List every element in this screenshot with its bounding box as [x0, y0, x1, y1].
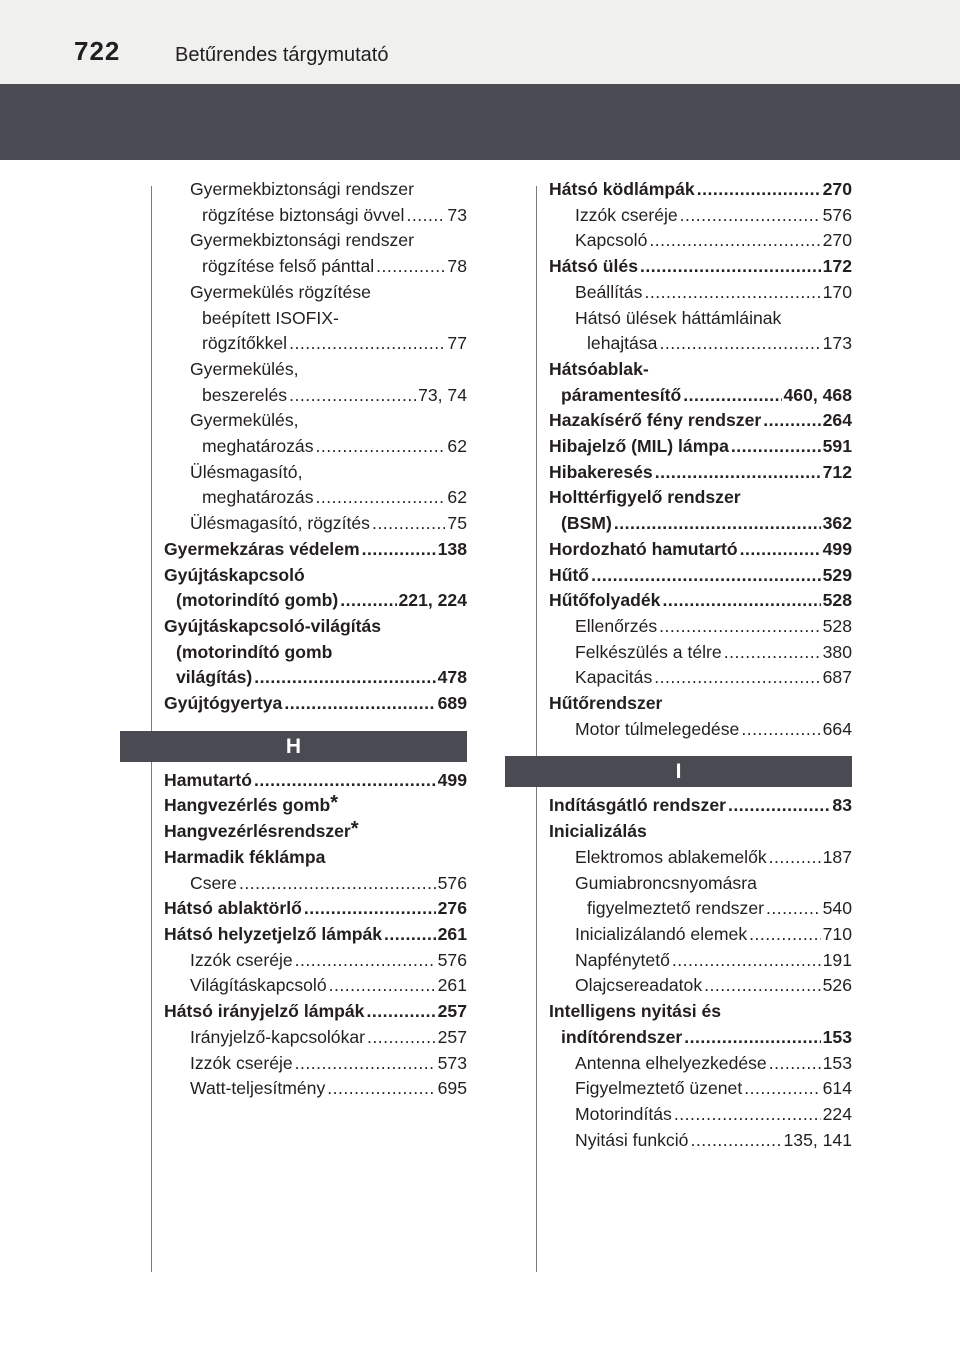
index-entry [549, 280, 852, 306]
entry-term: Hangvezérlésrendszer [164, 821, 351, 842]
index-entry [164, 357, 467, 383]
dot-leader [684, 1025, 820, 1051]
index-entry [549, 203, 852, 229]
index-entry [549, 665, 852, 691]
index-entry [164, 177, 467, 203]
index-entry [164, 485, 467, 511]
entry-page-ref: 257 [437, 1026, 467, 1047]
dot-leader [662, 588, 820, 614]
index-entry [164, 999, 467, 1025]
index-entry [164, 511, 467, 537]
entry-term: Hazakísérő fény rendszer [549, 410, 762, 431]
index-entry: Hangvezérlés gomb * [164, 793, 467, 819]
dot-leader [644, 280, 820, 306]
dot-leader [591, 563, 821, 589]
entry-page-ref: 224 [822, 1103, 852, 1124]
entry-term: meghatározás [202, 436, 314, 457]
index-entry [164, 768, 467, 794]
header-strip [0, 0, 960, 84]
index-entry [549, 1051, 852, 1077]
entry-term: Gyermekülés, [190, 410, 299, 431]
entry-term: Hátsó ülések háttámláinak [575, 307, 782, 328]
entry-page-ref: 135, 141 [783, 1129, 852, 1150]
entry-list-right-2 [549, 793, 852, 1153]
index-entry [549, 331, 852, 357]
page-number: 722 [74, 36, 121, 66]
entry-page-ref: 478 [437, 667, 467, 688]
index-column-left [164, 177, 467, 1102]
dot-leader [649, 228, 820, 254]
entry-page-ref: 73 [447, 204, 467, 225]
entry-term: Hangvezérlés gomb [164, 795, 331, 816]
entry-term: Kapacitás [575, 667, 653, 688]
entry-term: Inicializálás [549, 821, 647, 842]
index-entry [164, 948, 467, 974]
dot-leader [741, 717, 820, 743]
column-rule-left [151, 186, 152, 1272]
dot-leader [680, 203, 821, 229]
dot-leader [769, 845, 821, 871]
entry-term: rögzítése biztonsági övvel [202, 204, 405, 225]
dot-leader [744, 1076, 820, 1102]
dot-leader [728, 793, 830, 819]
entry-page-ref: 73, 74 [418, 384, 467, 405]
index-entry [549, 717, 852, 743]
entry-page-ref: 62 [447, 487, 467, 508]
entry-page-ref: 172 [822, 256, 852, 277]
entry-term: Ülésmagasító, [190, 461, 303, 482]
entry-page-ref: 191 [822, 949, 852, 970]
entry-term: Gyermekülés rögzítése [190, 281, 371, 302]
dot-leader [372, 511, 445, 537]
entry-page-ref: 270 [822, 179, 852, 199]
index-entry [549, 973, 852, 999]
entry-page-ref: 576 [437, 872, 467, 893]
entry-term: Izzók cseréje [190, 949, 293, 970]
entry-page-ref: 362 [822, 513, 852, 534]
dot-leader [659, 614, 820, 640]
dot-leader [239, 871, 436, 897]
dot-leader [614, 511, 821, 537]
dot-leader [367, 1025, 436, 1051]
entry-term: Gyermekbiztonsági rendszer [190, 179, 414, 199]
dot-leader [289, 383, 416, 409]
entry-list-right-1 [549, 177, 852, 742]
index-entry [549, 614, 852, 640]
index-entry [164, 563, 467, 589]
index-entry [164, 203, 467, 229]
index-entry [549, 691, 852, 717]
index-entry [549, 306, 852, 332]
entry-term: rögzítése felső pánttal [202, 256, 375, 277]
dot-leader [289, 331, 445, 357]
entry-page-ref: 138 [437, 538, 467, 559]
entry-term: Gyújtáskapcsoló [164, 564, 305, 585]
index-entry [164, 691, 467, 717]
entry-term: meghatározás [202, 487, 314, 508]
entry-term: Gyermekbiztonsági rendszer [190, 230, 414, 251]
entry-page-ref: 83 [832, 795, 852, 816]
index-entry [549, 563, 852, 589]
entry-term: Gyújtógyertya [164, 693, 283, 714]
entry-term: Figyelmeztető üzenet [575, 1078, 743, 1099]
entry-term: Csere [190, 872, 237, 893]
dot-leader [749, 922, 821, 948]
entry-list-left-2 [164, 768, 467, 1102]
entry-term: Kapcsoló [575, 230, 648, 251]
entry-term: (motorindító gomb [176, 641, 333, 662]
dot-leader [672, 948, 821, 974]
entry-term: Hátsóablak- [549, 358, 649, 379]
entry-page-ref: 573 [437, 1052, 467, 1073]
dot-leader [763, 408, 820, 434]
entry-term: Nyitási funkció [575, 1129, 689, 1150]
dot-leader [683, 383, 781, 409]
entry-term: páramentesítő [561, 384, 682, 405]
entry-term: Hordozható hamutartó [549, 538, 738, 559]
entry-page-ref: 276 [437, 898, 467, 919]
dot-leader [316, 434, 446, 460]
entry-term: Olajcsereadatok [575, 975, 703, 996]
letter-heading-i: I [505, 756, 852, 787]
entry-term: Antenna elhelyezkedése [575, 1052, 767, 1073]
index-entry [164, 306, 467, 332]
entry-term: Holttérfigyelő rendszer [549, 487, 741, 508]
index-entry [164, 871, 467, 897]
entry-page-ref: 499 [822, 538, 852, 559]
dot-leader [659, 331, 820, 357]
dot-leader [655, 460, 821, 486]
index-entry [549, 485, 852, 511]
entry-term: Hátsó ülés [549, 256, 638, 277]
index-entry [164, 665, 467, 691]
entry-term: (BSM) [561, 513, 612, 534]
entry-term: Ellenőrzés [575, 615, 658, 636]
index-entry [549, 948, 852, 974]
entry-term: Hamutartó [164, 769, 252, 790]
entry-page-ref: 689 [437, 693, 467, 714]
dot-leader [640, 254, 821, 280]
index-entry [549, 1076, 852, 1102]
entry-term: Indításgátló rendszer [549, 795, 726, 816]
entry-term: Gumiabroncsnyomásra [575, 872, 757, 893]
entry-term: Irányjelző-kapcsolókar [190, 1026, 366, 1047]
entry-page-ref: 499 [437, 769, 467, 790]
index-column-right [549, 177, 852, 1153]
entry-term: Hűtő [549, 564, 590, 585]
entry-page-ref: 695 [437, 1078, 467, 1099]
index-entry [549, 228, 852, 254]
dot-leader [295, 948, 436, 974]
index-entry [549, 408, 852, 434]
dot-leader [340, 588, 396, 614]
entry-term: beszerelés [202, 384, 288, 405]
entry-page-ref: 257 [437, 1001, 467, 1022]
index-entry [549, 871, 852, 897]
dot-leader [654, 665, 820, 691]
entry-term: Világításkapcsoló [190, 975, 327, 996]
index-entry [164, 896, 467, 922]
index-entry [549, 177, 852, 203]
dot-leader [376, 254, 445, 280]
entry-page-ref: 591 [822, 436, 852, 457]
dot-leader [254, 768, 436, 794]
page-title: Betűrendes tárgymutató [175, 44, 389, 66]
index-entry [164, 254, 467, 280]
index-entry [164, 1076, 467, 1102]
dot-leader [284, 691, 435, 717]
entry-page-ref: 460, 468 [783, 384, 852, 405]
index-entry [549, 537, 852, 563]
entry-term: Gyermekzáras védelem [164, 538, 360, 559]
dot-leader [329, 973, 436, 999]
entry-page-ref: 712 [822, 461, 852, 482]
entry-page-ref: 62 [447, 436, 467, 457]
entry-page-ref: 261 [437, 923, 467, 944]
dot-leader [740, 537, 821, 563]
letter-heading-h: H [120, 731, 467, 762]
dot-leader [362, 537, 436, 563]
entry-term: Izzók cseréje [190, 1052, 293, 1073]
entry-page-ref: 528 [822, 615, 852, 636]
entry-term: Hátsó ködlámpák [549, 179, 695, 199]
index-entry [164, 588, 467, 614]
entry-term: Hűtőrendszer [549, 693, 663, 714]
dot-leader [384, 922, 436, 948]
index-entry [164, 973, 467, 999]
entry-term: Hibajelző (MIL) lámpa [549, 436, 729, 457]
entry-page-ref: 526 [822, 975, 852, 996]
entry-term: Gyújtáskapcsoló-világítás [164, 615, 382, 636]
index-entry [164, 434, 467, 460]
entry-term: Intelligens nyitási és [549, 1001, 722, 1022]
entry-page-ref: 710 [822, 923, 852, 944]
entry-term: Hátsó ablaktörlő [164, 898, 302, 919]
entry-term: Izzók cseréje [575, 204, 678, 225]
index-entry [549, 460, 852, 486]
entry-term: (motorindító gomb) [176, 590, 339, 611]
dot-leader [690, 1128, 781, 1154]
dot-leader [304, 896, 436, 922]
entry-term: Motor túlmelegedése [575, 718, 740, 739]
entry-page-ref: 528 [822, 590, 852, 611]
entry-term: indítórendszer [561, 1026, 683, 1047]
entry-list-left-1 [164, 177, 467, 717]
dot-leader [406, 203, 445, 229]
entry-term: Hátsó helyzetjelző lámpák [164, 923, 383, 944]
dot-leader [697, 177, 821, 203]
index-entry [164, 1051, 467, 1077]
index-entry [549, 1025, 852, 1051]
entry-page-ref: 529 [822, 564, 852, 585]
index-entry [549, 434, 852, 460]
entry-term: Inicializálandó elemek [575, 923, 748, 944]
entry-page-ref: 261 [437, 975, 467, 996]
entry-term: Watt-teljesítmény [190, 1078, 326, 1099]
column-rule-right [536, 186, 537, 1272]
index-entry [549, 793, 852, 819]
index-entry [164, 922, 467, 948]
entry-term: Hibakeresés [549, 461, 653, 482]
entry-term: Napfénytető [575, 949, 670, 970]
entry-page-ref: 153 [822, 1052, 852, 1073]
dot-leader [766, 896, 821, 922]
entry-page-ref: 173 [822, 333, 852, 354]
entry-term: Ülésmagasító, rögzítés [190, 513, 370, 534]
index-entry [549, 1128, 852, 1154]
dot-leader [674, 1102, 821, 1128]
entry-term: Beállítás [575, 281, 643, 302]
index-entry [549, 588, 852, 614]
entry-page-ref: 153 [822, 1026, 852, 1047]
entry-page-ref: 170 [822, 281, 852, 302]
index-entry [549, 1102, 852, 1128]
entry-term: Gyermekülés, [190, 358, 299, 379]
index-entry [549, 999, 852, 1025]
index-entry [549, 640, 852, 666]
dot-leader [316, 485, 446, 511]
entry-page-ref: 576 [822, 204, 852, 225]
entry-page-ref: 576 [437, 949, 467, 970]
dot-leader [254, 665, 435, 691]
entry-page-ref: 270 [822, 230, 852, 251]
entry-term: Motorindítás [575, 1103, 672, 1124]
index-entry [164, 845, 467, 871]
index-entry [549, 383, 852, 409]
index-entry [549, 896, 852, 922]
entry-page-ref: 687 [822, 667, 852, 688]
entry-page-ref: 614 [822, 1078, 852, 1099]
index-entry [164, 331, 467, 357]
entry-term: figyelmeztető rendszer [587, 898, 764, 919]
entry-page-ref: 264 [822, 410, 852, 431]
entry-page-ref: 78 [447, 256, 467, 277]
index-entry [549, 819, 852, 845]
entry-term: Felkészülés a télre [575, 641, 722, 662]
index-entry [549, 254, 852, 280]
index-entry [549, 845, 852, 871]
entry-page-ref: 77 [447, 333, 467, 354]
entry-term: Hátsó irányjelző lámpák [164, 1001, 365, 1022]
dot-leader [327, 1076, 435, 1102]
index-entry [164, 383, 467, 409]
index-entry [164, 228, 467, 254]
index-entry [164, 280, 467, 306]
dot-leader [724, 640, 821, 666]
entry-term: Elektromos ablakemelők [575, 846, 767, 867]
index-entry [164, 537, 467, 563]
entry-term: beépített ISOFIX- [202, 307, 339, 328]
entry-page-ref: 664 [822, 718, 852, 739]
dot-leader [769, 1051, 821, 1077]
index-entry [164, 640, 467, 666]
entry-page-ref: 380 [822, 641, 852, 662]
entry-page-ref: 221, 224 [398, 590, 467, 611]
index-entry [549, 357, 852, 383]
entry-page-ref: 540 [822, 898, 852, 919]
index-entry: Hangvezérlésrendszer * [164, 819, 467, 845]
index-entry [164, 460, 467, 486]
dot-leader [295, 1051, 436, 1077]
entry-term: Hűtőfolyadék [549, 590, 661, 611]
dot-leader [366, 999, 435, 1025]
entry-term: lehajtása [587, 333, 658, 354]
dot-leader [731, 434, 821, 460]
header-band [0, 84, 960, 160]
entry-term: rögzítőkkel [202, 333, 288, 354]
entry-page-ref: 75 [447, 513, 467, 534]
index-entry [164, 408, 467, 434]
index-entry [164, 1025, 467, 1051]
index-entry [164, 614, 467, 640]
index-entry [549, 511, 852, 537]
entry-term: világítás) [176, 667, 253, 688]
dot-leader [704, 973, 821, 999]
entry-page-ref: 187 [822, 846, 852, 867]
entry-term: Harmadik féklámpa [164, 846, 326, 867]
index-entry [549, 922, 852, 948]
